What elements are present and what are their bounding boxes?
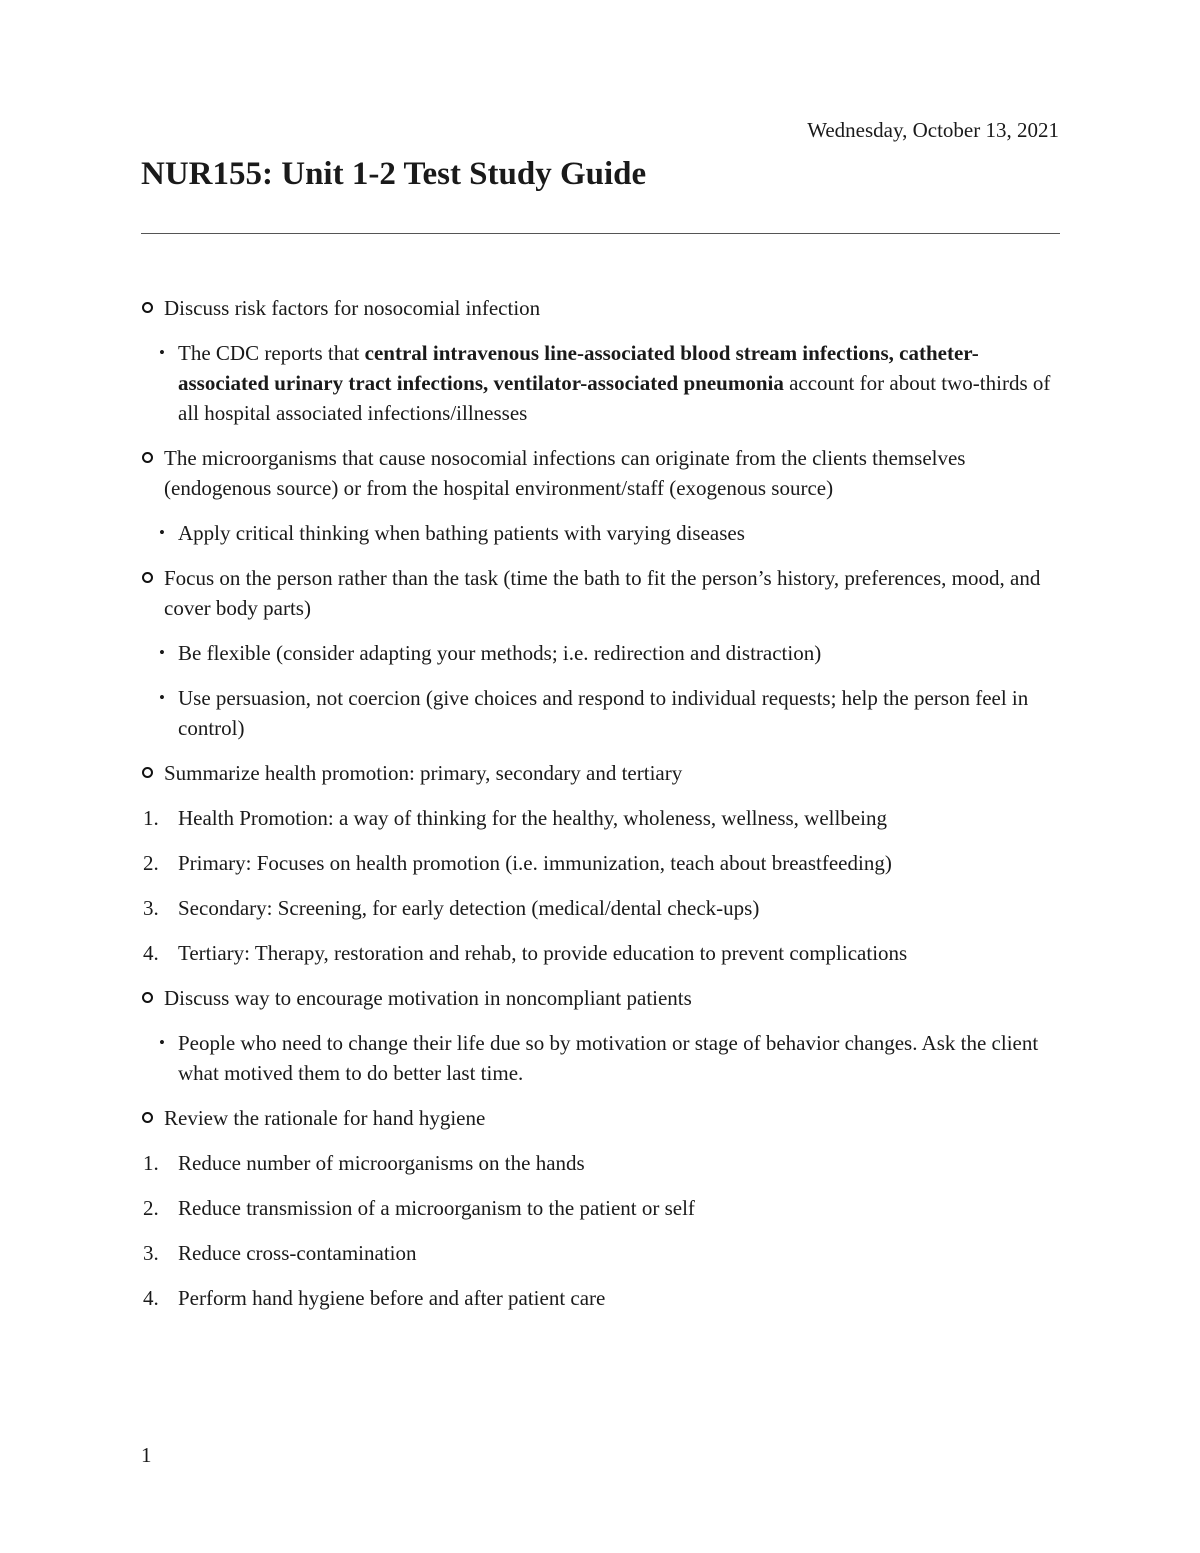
numbered-item — [141, 1148, 1066, 1178]
bullet-dot-icon: • — [159, 343, 165, 362]
study-guide-content — [141, 293, 1066, 1328]
document-date: Wednesday, October 13, 2021 — [807, 118, 1059, 142]
bullet-text: Apply critical thinking when bathing patients with varying diseases — [178, 521, 745, 545]
bullet-item — [141, 338, 1066, 428]
bullet-item — [141, 683, 1066, 743]
section-text: Focus on the person rather than the task (time the bath to fit the person’s history, preferences, mood, and cover body parts) — [164, 566, 1041, 620]
list-number: 2. — [143, 851, 159, 875]
numbered-item — [141, 938, 1066, 968]
hollow-circle-bullet-icon — [142, 992, 153, 1003]
bullet-text — [178, 341, 1050, 425]
list-number: 4. — [143, 1286, 159, 1310]
section-text: Summarize health promotion: primary, secondary and tertiary — [164, 761, 683, 785]
numbered-text: Reduce number of microorganisms on the hands — [178, 1151, 585, 1175]
numbered-item — [141, 1193, 1066, 1223]
section-item — [141, 563, 1066, 623]
list-number: 2. — [143, 1196, 159, 1220]
document-title: NUR155: Unit 1-2 Test Study Guide — [141, 156, 647, 192]
numbered-item — [141, 848, 1066, 878]
list-number: 3. — [143, 1241, 159, 1265]
bullet-text: People who need to change their life due so by motivation or stage of behavior changes. Ask the client what motived them to do better last time. — [178, 1031, 1039, 1085]
numbered-text: Perform hand hygiene before and after patient care — [178, 1286, 606, 1310]
numbered-text: Primary: Focuses on health promotion (i.e. immunization, teach about breastfeeding) — [178, 851, 892, 875]
bullet-text: Be flexible (consider adapting your methods; i.e. redirection and distraction) — [178, 641, 822, 665]
numbered-text: Reduce transmission of a microorganism to the patient or self — [178, 1196, 695, 1220]
section-text: Discuss risk factors for nosocomial infection — [164, 296, 541, 320]
bullet-dot-icon: • — [159, 643, 165, 662]
section-text: The microorganisms that cause nosocomial infections can originate from the clients themselves (endogenous source) or from the hospital environment/staff (exogenous source) — [164, 446, 966, 500]
bullet-item — [141, 1028, 1066, 1088]
bullet-text-bold: central intravenous line-associated blood stream infections, catheter-associated urinary tract infections, ventilator-associated pneumonia — [178, 341, 979, 395]
numbered-item — [141, 803, 1066, 833]
hollow-circle-bullet-icon — [142, 302, 153, 313]
numbered-item — [141, 1283, 1066, 1313]
bullet-dot-icon: • — [159, 523, 165, 542]
bullet-text-part: account for about two-thirds of all hospital associated infections/illnesses — [178, 371, 1051, 425]
hollow-circle-bullet-icon — [142, 767, 153, 778]
bullet-item — [141, 638, 1066, 668]
numbered-text: Tertiary: Therapy, restoration and rehab, to provide education to prevent complications — [178, 941, 908, 965]
list-number: 1. — [143, 806, 159, 830]
numbered-item — [141, 1238, 1066, 1268]
title-divider — [141, 233, 1060, 234]
list-number: 3. — [143, 896, 159, 920]
section-item — [141, 1103, 1066, 1133]
section-item — [141, 443, 1066, 503]
numbered-text: Health Promotion: a way of thinking for the healthy, wholeness, wellness, wellbeing — [178, 806, 887, 830]
hollow-circle-bullet-icon — [142, 572, 153, 583]
page-number: 1 — [141, 1443, 152, 1467]
section-text: Discuss way to encourage motivation in noncompliant patients — [164, 986, 692, 1010]
bullet-text-part: The CDC reports that — [178, 341, 365, 365]
hollow-circle-bullet-icon — [142, 452, 153, 463]
bullet-text: Use persuasion, not coercion (give choices and respond to individual requests; help the person feel in control) — [178, 686, 1029, 740]
section-item — [141, 758, 1066, 788]
numbered-text: Secondary: Screening, for early detection (medical/dental check-ups) — [178, 896, 760, 920]
bullet-item — [141, 518, 1066, 548]
section-item — [141, 983, 1066, 1013]
numbered-item — [141, 893, 1066, 923]
list-number: 1. — [143, 1151, 159, 1175]
bullet-dot-icon: • — [159, 688, 165, 707]
numbered-text: Reduce cross-contamination — [178, 1241, 417, 1265]
section-item — [141, 293, 1066, 323]
hollow-circle-bullet-icon — [142, 1112, 153, 1123]
bullet-dot-icon: • — [159, 1033, 165, 1052]
section-text: Review the rationale for hand hygiene — [164, 1106, 486, 1130]
list-number: 4. — [143, 941, 159, 965]
